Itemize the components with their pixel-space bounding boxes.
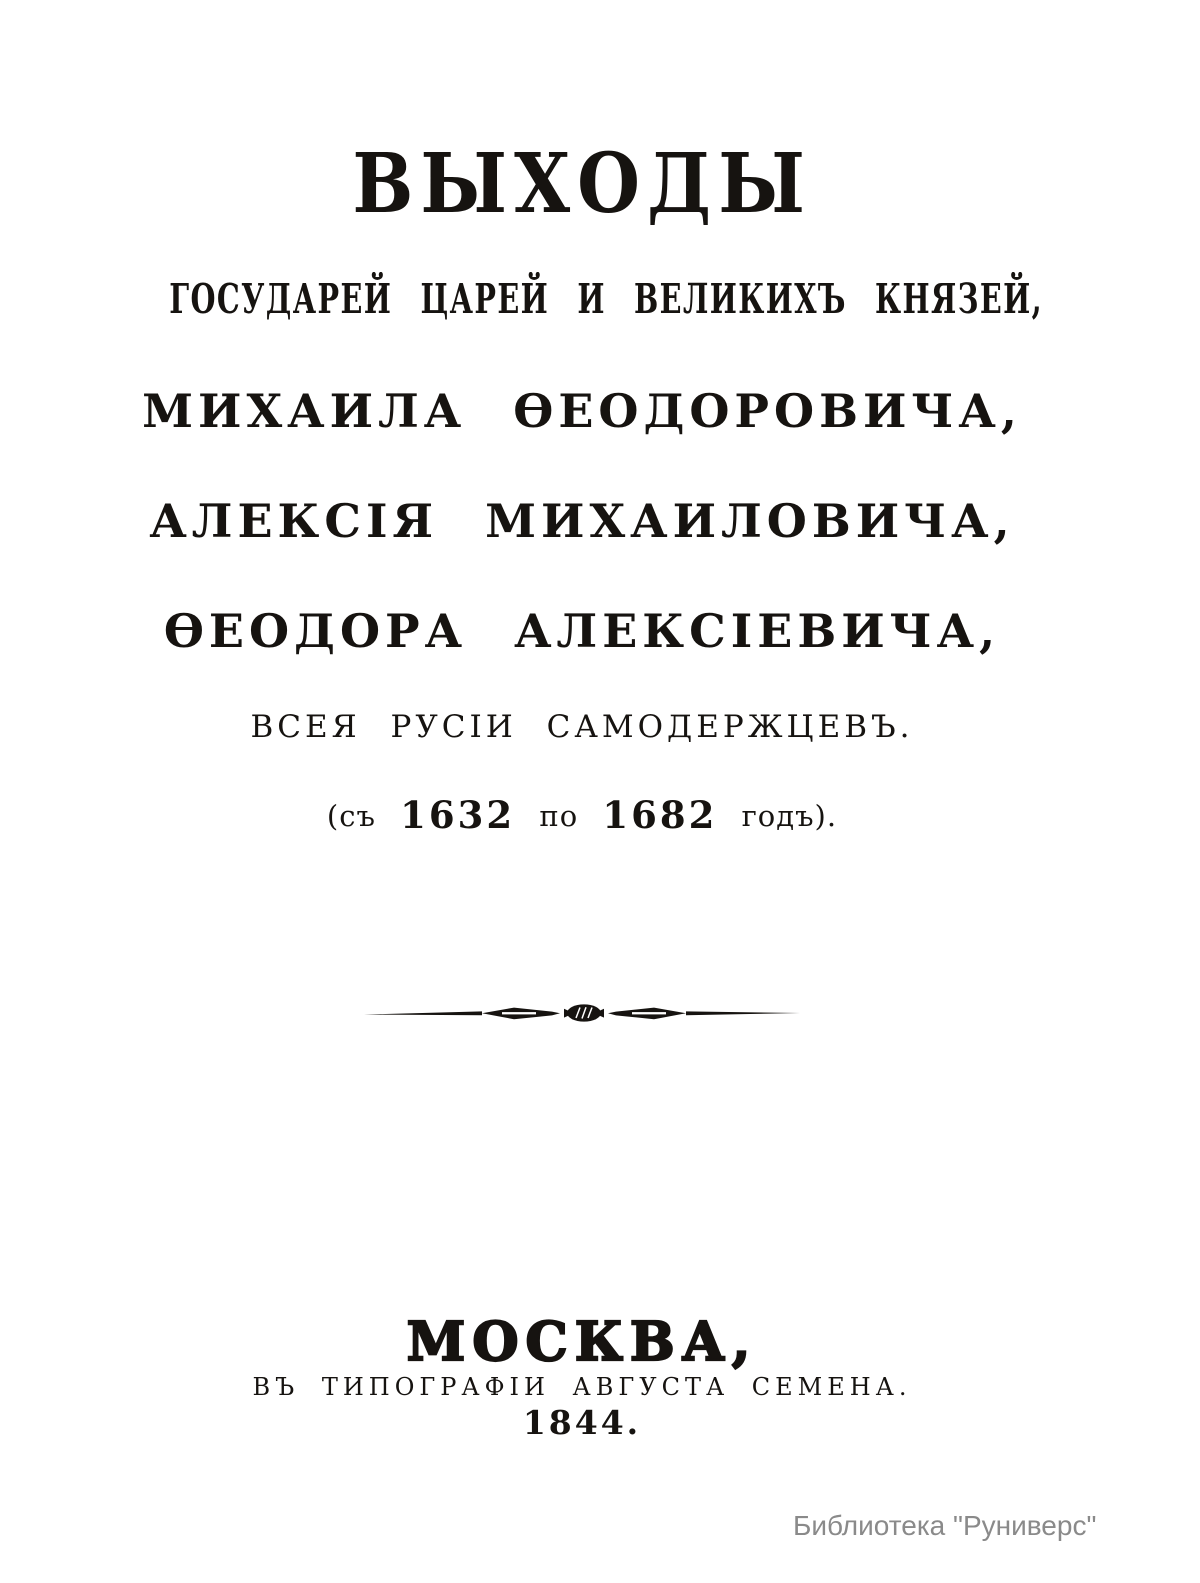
book-main-title-text: ВЫХОДЫ	[352, 136, 812, 232]
date-range-prefix: (съ	[326, 799, 376, 833]
imprint-printer: ВЪ ТИПОГРАФІИ АВГУСТА СЕМЕНА.	[252, 1373, 912, 1401]
imprint-year: 1844.	[522, 1403, 642, 1442]
book-subtitle-text: ГОСУДАРЕЙ ЦАРЕЙ И ВЕЛИКИХЪ КНЯЗЕЙ,	[169, 275, 1044, 323]
date-range-connector: по	[539, 799, 579, 833]
tapered-rule-ornament	[0, 998, 1182, 1028]
dedication-line: ВСЕЯ РУСІИ САМОДЕРЖЦЕВЪ.	[250, 709, 914, 745]
imprint-city: МОСКВА,	[406, 1311, 758, 1373]
date-range-year-from: 1632	[400, 793, 516, 837]
book-subtitle	[0, 276, 1182, 322]
ruler-name-feodor-alekseevich: ѲЕОДОРА АЛЕКСІЕВИЧА,	[163, 604, 1001, 658]
date-range-line	[0, 792, 1182, 839]
book-main-title	[0, 138, 1182, 230]
ruler-name-aleksey-mikhailovich: АЛЕКСІЯ МИХАИЛОВИЧА,	[149, 494, 1015, 548]
library-watermark: Библиотека "Руниверс"	[793, 1510, 1097, 1541]
ruler-name-mikhail-feodorovich: МИХАИЛА ѲЕОДОРОВИЧА,	[142, 384, 1022, 438]
date-range-year-to: 1682	[602, 793, 718, 837]
date-range-suffix: годъ).	[741, 799, 838, 833]
